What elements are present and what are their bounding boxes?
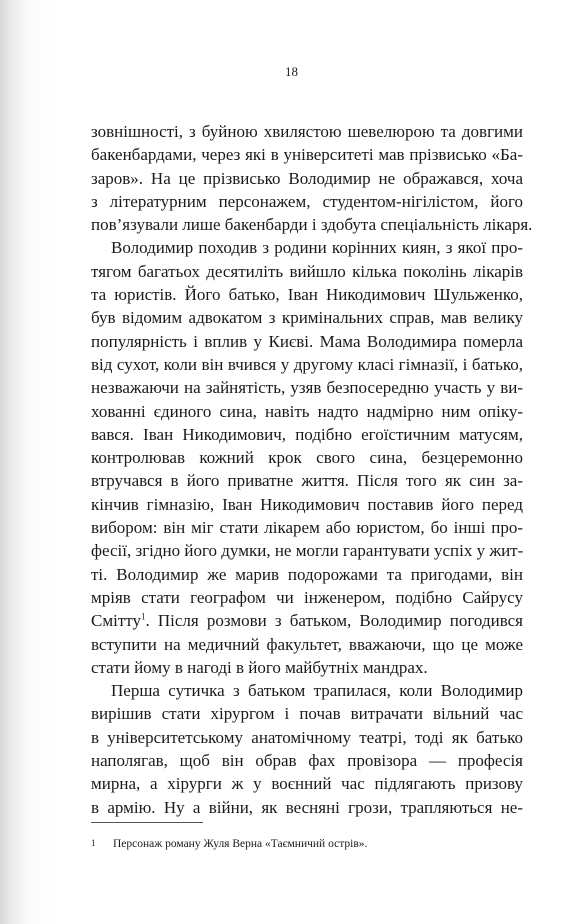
text-line: Володимир походив з родини корінних киян, з якої про- [111,238,523,258]
text-line: популярність і вплив у Києві. Мама Володимира померла [91,331,523,351]
paragraph-2 [91,236,523,679]
text-line: тягом багатьох десятиліть вийшло кілька поколінь лікарів [91,261,523,281]
text-line-with-footnote-ref [91,609,523,632]
text-line: пов’язували лише бакенбарди і здобута спеціальність лікаря. [91,215,533,235]
text-line: з літературним персонажем, студентом-нігілістом, його [91,191,523,211]
text-line: заров». На це прізвисько Володимир не ображався, хоча [91,168,523,188]
text-line: втручався в його приватне життя. Після того як син за- [91,471,523,491]
text-line: Перша сутичка з батьком трапилася, коли Володимир [111,681,523,701]
text-line: хованні єдиного сина, навіть надто надмірно ним опіку- [91,401,523,421]
text-line: наполягав, щоб він обрав фах провізора — професія [91,751,523,771]
text-line: вирішив стати хірургом і почав витрачати вільний час [91,704,523,724]
text-line: був відомим адвокатом з кримінальних справ, мав велику [91,308,523,328]
page-number: 18 [285,64,298,79]
text-line: від сухот, коли він вчився у другому класі гімназії, і батько, [91,354,523,374]
text-fragment: . Після розмови з батьком, Володимир погодився [145,611,523,631]
text-line: в армію. Ну а війни, як весняні грози, трапляються не- [91,797,523,817]
text-line: незважаючи на зайнятість, узяв безпосередню участь у ви- [91,378,523,398]
text-fragment: Смітту [91,611,141,631]
body-text [91,120,533,819]
text-line: мріяв стати географом чи інженером, подібно Сайрусу [91,587,523,607]
text-line: ті. Володимир же марив подорожами та пригодами, він [91,564,523,584]
text-line: бакенбардами, через які в університеті мав прізвисько «Ба- [91,145,523,165]
text-line: вступити на медичний факультет, вважаючи, що це може [91,634,523,654]
text-line: та юристів. Його батько, Іван Никодимович Шульженко, [91,285,523,305]
paragraph-1 [91,120,533,236]
text-line: мирна, а хірурги ж у воєнний час підлягають призову [91,774,523,794]
footnote-text: Персонаж роману Жуля Верна «Таємничий острів». [113,838,368,850]
text-line: контролював кожний крок свого сина, безцеремонно [91,448,523,468]
text-line: фесії, згідно його думки, не могли гарантувати успіх у жит- [91,541,524,561]
footnote-reference: 1 [140,611,146,622]
text-line: кінчив гімназію, Іван Никодимович поставив його перед [91,494,523,514]
paragraph-3 [91,679,523,819]
text-line: в університетському анатомічному театрі, тоді як батько [91,727,523,747]
text-line: стати йому в нагоді в його майбутніх мандрах. [91,657,428,677]
footnote-divider [91,822,203,823]
footnote [91,838,523,850]
text-line: вибором: він міг стати лікарем або юристом, бо інші про- [91,518,523,538]
text-line: зовнішності, з буйною хвилястою шевелюрою та довгими [91,122,523,141]
footnote-marker: 1 [91,838,96,848]
text-line: вався. Іван Никодимович, подібно егоїстичним матусям, [91,424,523,444]
